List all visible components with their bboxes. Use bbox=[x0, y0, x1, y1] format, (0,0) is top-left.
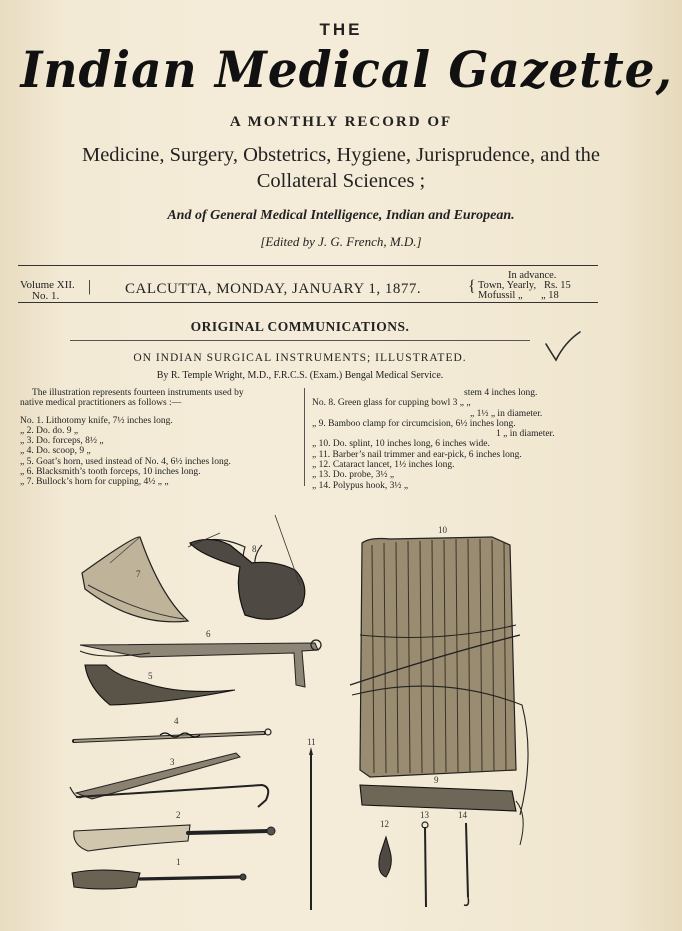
glass-cup-8 bbox=[188, 515, 305, 619]
bamboo-clamp-9 bbox=[360, 775, 523, 845]
figure-number: 7 bbox=[136, 569, 141, 579]
top-rule bbox=[18, 265, 598, 266]
town-price: Rs. 15 bbox=[543, 280, 571, 291]
list-item: „ 12. Cataract lancet, 1½ inches long. bbox=[312, 460, 455, 471]
figure-number: 12 bbox=[380, 819, 389, 829]
list-item: „ 6. Blacksmith’s tooth forceps, 10 inches long. bbox=[20, 467, 201, 478]
figure-number: 3 bbox=[170, 757, 175, 767]
lithotomy-forceps-3 bbox=[70, 753, 268, 807]
cataract-lancet-12 bbox=[379, 819, 391, 877]
pencil-checkmark-icon bbox=[543, 330, 583, 364]
town-label: Town, Yearly, bbox=[478, 280, 537, 291]
list-item: „ 11. Barber’s nail trimmer and ear-pick, 6 inches long. bbox=[312, 449, 522, 460]
list-item: No. 1. Lithotomy knife, 7½ inches long. bbox=[20, 415, 173, 426]
issue-number: No. 1. bbox=[32, 290, 60, 302]
volume-number: Volume XII. bbox=[20, 279, 75, 291]
figure-number: 1 bbox=[176, 857, 181, 867]
list-item: „ 1½ „ in diameter. bbox=[470, 408, 543, 419]
list-item: „ 10. Do. splint, 10 inches long, 6 inches wide. bbox=[312, 439, 490, 450]
column-divider bbox=[304, 388, 305, 486]
probe-13 bbox=[420, 810, 430, 907]
subjects-line-1: Medicine, Surgery, Obstetrics, Hygiene, Jurisprudence, and the bbox=[81, 144, 601, 166]
list-item: „ 5. Goat’s horn, used instead of No. 4, 6½ inches long. bbox=[20, 456, 231, 467]
list-item: „ 9. Bamboo clamp for circumcision, 6½ inches long. bbox=[312, 418, 516, 429]
list-item: „ 3. Do. forceps, 8½ „ bbox=[20, 436, 104, 447]
article-title: ON INDIAN SURGICAL INSTRUMENTS; ILLUSTRATED. bbox=[133, 352, 467, 364]
figure-number: 10 bbox=[438, 525, 447, 535]
list-item: No. 8. Green glass for cupping bowl 3 „ „ bbox=[312, 398, 471, 409]
mofussil-price: „ 18 bbox=[541, 290, 559, 301]
figure-number: 9 bbox=[434, 775, 439, 785]
divider-brace-right: { bbox=[468, 278, 476, 295]
list-item: „ 14. Polypus hook, 3½ „ bbox=[312, 480, 409, 491]
figure-number: 2 bbox=[176, 810, 181, 820]
intro-line-2: native medical practitioners as follows :— bbox=[20, 398, 182, 409]
mofussil-label: Mofussil „ bbox=[478, 290, 523, 301]
section-heading: ORIGINAL COMMUNICATIONS. bbox=[190, 319, 410, 334]
bottom-rule bbox=[18, 302, 598, 303]
list-item: „ 2. Do. do. 9 „ bbox=[20, 425, 79, 436]
figure-number: 11 bbox=[307, 737, 316, 747]
list-item: „ 7. Bullock’s horn for cupping, 4½ „ „ bbox=[20, 477, 169, 488]
masthead-subtitle: A MONTHLY RECORD OF bbox=[229, 114, 453, 130]
subjects-line-2: Collateral Sciences ; bbox=[256, 170, 426, 192]
list-item: „ 13. Do. probe, 3½ „ bbox=[312, 470, 395, 481]
article-byline: By R. Temple Wright, M.D., F.R.C.S. (Exam.) Bengal Medical Service. bbox=[156, 370, 444, 381]
list-item: stem 4 inches long. bbox=[464, 388, 538, 398]
polypus-hook-14 bbox=[458, 810, 469, 905]
figure-number: 13 bbox=[420, 810, 429, 820]
right-column bbox=[312, 388, 555, 491]
figure-number: 5 bbox=[148, 671, 153, 681]
lithotomy-knife-2 bbox=[74, 810, 275, 851]
volume-block bbox=[20, 280, 75, 302]
intro-line-1: The illustration represents fourteen instruments used by bbox=[32, 388, 244, 398]
left-column bbox=[20, 388, 244, 488]
advance-label: In advance. bbox=[508, 270, 557, 281]
section-rule bbox=[70, 340, 530, 341]
goat-horn-5 bbox=[85, 665, 235, 705]
general-intelligence-line: And of General Medical Intelligence, Indian and European. bbox=[167, 208, 515, 223]
figure-number: 6 bbox=[206, 629, 211, 639]
masthead-the: THE bbox=[319, 20, 363, 39]
dateline: CALCUTTA, MONDAY, JANUARY 1, 1877. bbox=[125, 281, 422, 297]
horn-cup-7 bbox=[82, 537, 188, 622]
bamboo-splint-10 bbox=[350, 525, 528, 815]
editor-line: [Edited by J. G. French, M.D.] bbox=[260, 234, 422, 249]
masthead-title: Indian Medical Gazette, bbox=[20, 40, 673, 99]
figure-number: 8 bbox=[252, 544, 257, 554]
price-block bbox=[478, 271, 571, 301]
instruments-illustration bbox=[40, 515, 600, 920]
list-item: „ 4. Do. scoop, 9 „ bbox=[20, 446, 91, 457]
nail-trimmer-11 bbox=[307, 737, 316, 910]
list-item: 1 „ in diameter. bbox=[496, 429, 555, 440]
figure-number: 14 bbox=[458, 810, 467, 820]
scoop-4 bbox=[74, 716, 271, 741]
divider-brace-left: | bbox=[88, 278, 92, 295]
figure-number: 4 bbox=[174, 716, 179, 726]
lithotomy-knife-1 bbox=[72, 857, 246, 889]
